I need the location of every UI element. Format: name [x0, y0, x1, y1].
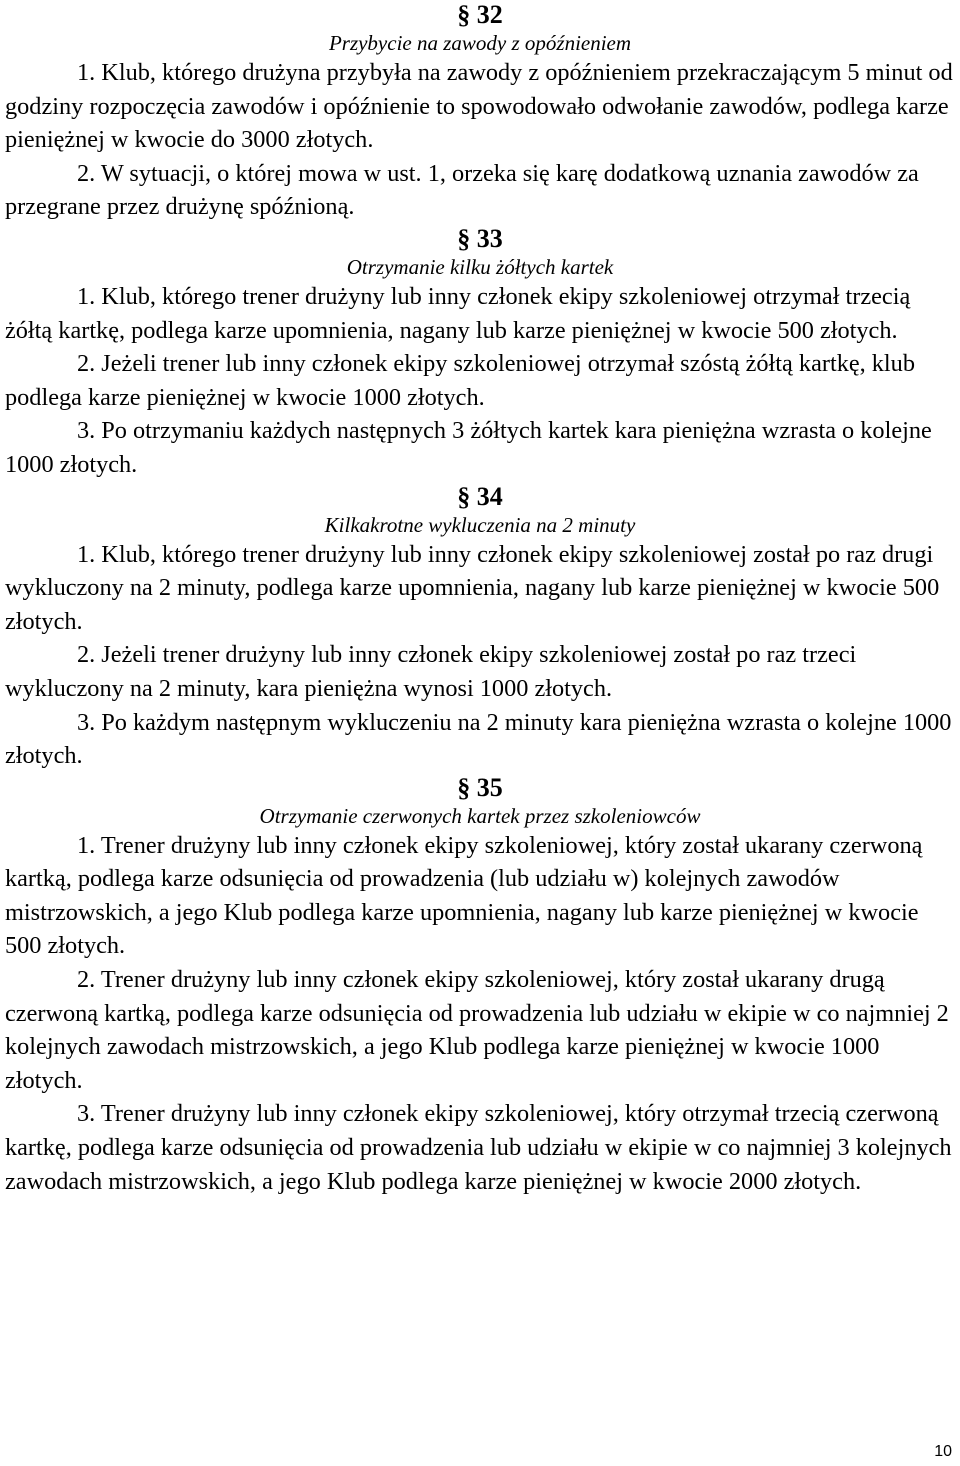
- paragraph: 2. Trener drużyny lub inny członek ekipy szkoleniowej, który został ukarany drugą czerwoną kartką, podlega karze odsunięcia od prowadzenia lub udziału w ekipie w co najmniej 2 kolejnych zawodach mistrzowskich, a jego Klub podlega karze pieniężnej w kwocie 1000 złotych.: [5, 966, 949, 1094]
- paragraph: 3. Po każdym następnym wykluczeniu na 2 minuty kara pieniężna wzrasta o kolejne 1000 złotych.: [5, 708, 952, 770]
- section-title: Przybycie na zawody z opóźnieniem: [328, 31, 632, 55]
- section-heading: § 35: [457, 772, 503, 802]
- paragraph: 1. Trener drużyny lub inny członek ekipy szkoleniowej, który został ukarany czerwoną kartką, podlega karze odsunięcia od prowadzenia (lub udziału w) kolejnych zawodów mistrzowskich, a jego Klub podlega karze upomnienia, nagany lub karze pieniężnej w kwocie 500 złotych.: [5, 831, 923, 960]
- section-title: Otrzymanie czerwonych kartek przez szkoleniowców: [259, 803, 701, 828]
- section-32: [5, 0, 955, 224]
- paragraph: 2. Jeżeli trener drużyny lub inny członek ekipy szkoleniowej został po raz trzeci wykluczony na 2 minuty, kara pieniężna wynosi 1000 złotych.: [5, 641, 857, 702]
- section-title: Otrzymanie kilku żółtych kartek: [346, 254, 614, 279]
- section-heading: § 32: [457, 0, 503, 29]
- section-heading: § 34: [457, 481, 503, 511]
- paragraph: 1. Klub, którego trener drużyny lub inny członek ekipy szkoleniowej otrzymał trzecią żółtą kartkę, podlega karze upomnienia, nagany lub karze pieniężnej w kwocie 500 złotych.: [5, 282, 911, 344]
- section-33: [5, 224, 955, 482]
- section-34: [5, 482, 955, 773]
- section-35: [5, 773, 955, 1199]
- paragraph: 1. Klub, którego trener drużyny lub inny członek ekipy szkoleniowej został po raz drugi wykluczony na 2 minuty, podlega karze upomnienia, nagany lub karze pieniężnej w kwocie 500 złotych.: [5, 540, 940, 635]
- section-title: Kilkakrotne wykluczenia na 2 minuty: [324, 512, 636, 537]
- paragraph: 2. Jeżeli trener lub inny członek ekipy szkoleniowej otrzymał szóstą żółtą kartkę, klub podlega karze pieniężnej w kwocie 1000 złotych.: [5, 350, 915, 411]
- section-heading: § 33: [457, 223, 503, 253]
- document-body: [5, 0, 955, 1198]
- paragraph: 3. Po otrzymaniu każdych następnych 3 żółtych kartek kara pieniężna wzrasta o kolejne 1000 złotych.: [5, 417, 932, 478]
- paragraph: 2. W sytuacji, o której mowa w ust. 1, orzeka się karę dodatkową uznania zawodów za przegrane przez drużynę spóźnioną.: [5, 159, 919, 221]
- page-number: 10: [934, 1443, 952, 1460]
- paragraph: 1. Klub, którego drużyna przybyła na zawody z opóźnieniem przekraczającym 5 minut od godziny rozpoczęcia zawodów i opóźnienie to spowodowało odwołanie zawodów, podlega karze pieniężnej w kwocie do 3000 złotych.: [5, 59, 953, 154]
- paragraph: 3. Trener drużyny lub inny członek ekipy szkoleniowej, który otrzymał trzecią czerwoną kartkę, podlega karze odsunięcia od prowadzenia lub udziału w ekipie w co najmniej 3 kolejnych zawodach mistrzowskich, a jego Klub podlega karze pieniężnej w kwocie 2000 złotych.: [5, 1100, 952, 1195]
